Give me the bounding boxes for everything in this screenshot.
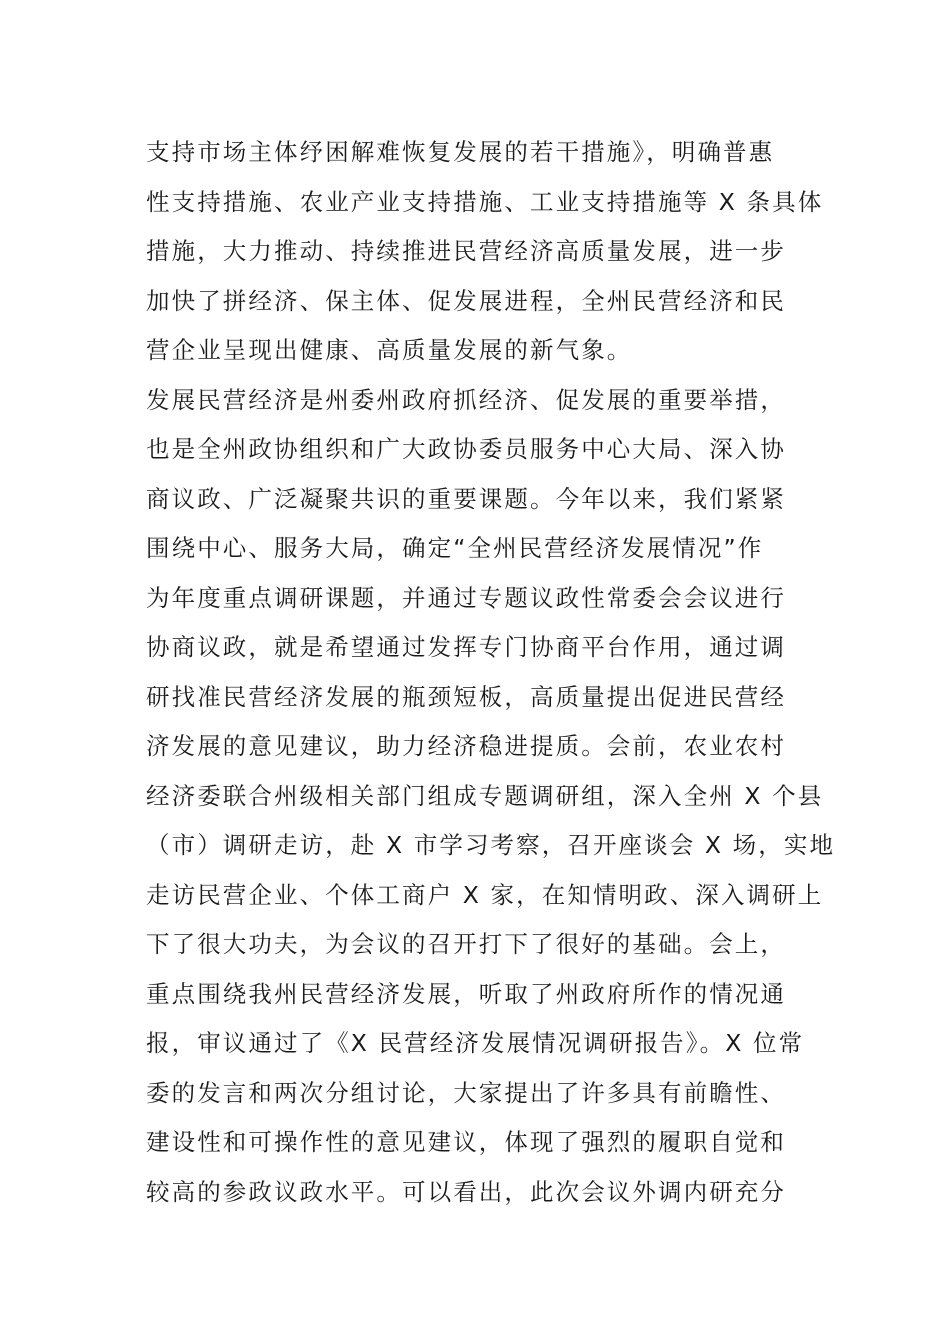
- text-line: 支持市场主体纾困解难恢复发展的若干措施》，明确普惠: [146, 138, 775, 166]
- text-line: （市）调研走访，赴 X 市学习考察，召开座谈会 X 场，实地: [146, 831, 836, 859]
- text-line: 围绕中心、服务大局，确定“全州民营经济发展情况”作: [146, 534, 764, 562]
- text-line: 为年度重点调研课题，并通过专题议政性常委会会议进行: [146, 583, 786, 612]
- text-line: 营企业呈现出健康、高质量发展的新气象。: [146, 336, 633, 364]
- body-text: [146, 128, 836, 1217]
- text-line: 措施，大力推动、持续推进民营经济高质量发展，进一步: [146, 237, 786, 265]
- text-line: 下了很大功夫，为会议的召开打下了很好的基础。会上，: [146, 930, 786, 958]
- text-line: 商议政、广泛凝聚共识的重要课题。今年以来，我们紧紧: [146, 484, 786, 513]
- text-line: 加快了拼经济、保主体、促发展进程，全州民营经济和民: [146, 286, 786, 315]
- text-line: 建设性和可操作性的意见建议，体现了强烈的履职自觉和: [146, 1128, 786, 1156]
- text-line: 较高的参政议政水平。可以看出，此次会议外调内研充分: [146, 1177, 786, 1206]
- text-line: 发展民营经济是州委州政府抓经济、促发展的重要举措，: [146, 385, 786, 414]
- text-line: 协商议政，就是希望通过发挥专门协商平台作用，通过调: [146, 633, 786, 661]
- text-line: 重点围绕我州民营经济发展，听取了州政府所作的情况通: [146, 979, 786, 1008]
- text-line: 委的发言和两次分组讨论，大家提出了许多具有前瞻性、: [146, 1078, 786, 1107]
- text-line: 研找准民营经济发展的瓶颈短板，高质量提出促进民营经: [146, 682, 786, 711]
- text-line: 经济委联合州级相关部门组成专题调研组，深入全州 X 个县: [146, 781, 824, 810]
- text-line: 性支持措施、农业产业支持措施、工业支持措施等 X 条具体: [146, 187, 824, 216]
- text-line: 也是全州政协组织和广大政协委员服务中心大局、深入协: [146, 435, 786, 463]
- text-line: 走访民营企业、个体工商户 X 家，在知情明政、深入调研上: [146, 880, 824, 909]
- text-line: 济发展的意见建议，助力经济稳进提质。会前，农业农村: [146, 732, 786, 760]
- text-line: 报，审议通过了《X 民营经济发展情况调研报告》。X 位常: [146, 1029, 805, 1057]
